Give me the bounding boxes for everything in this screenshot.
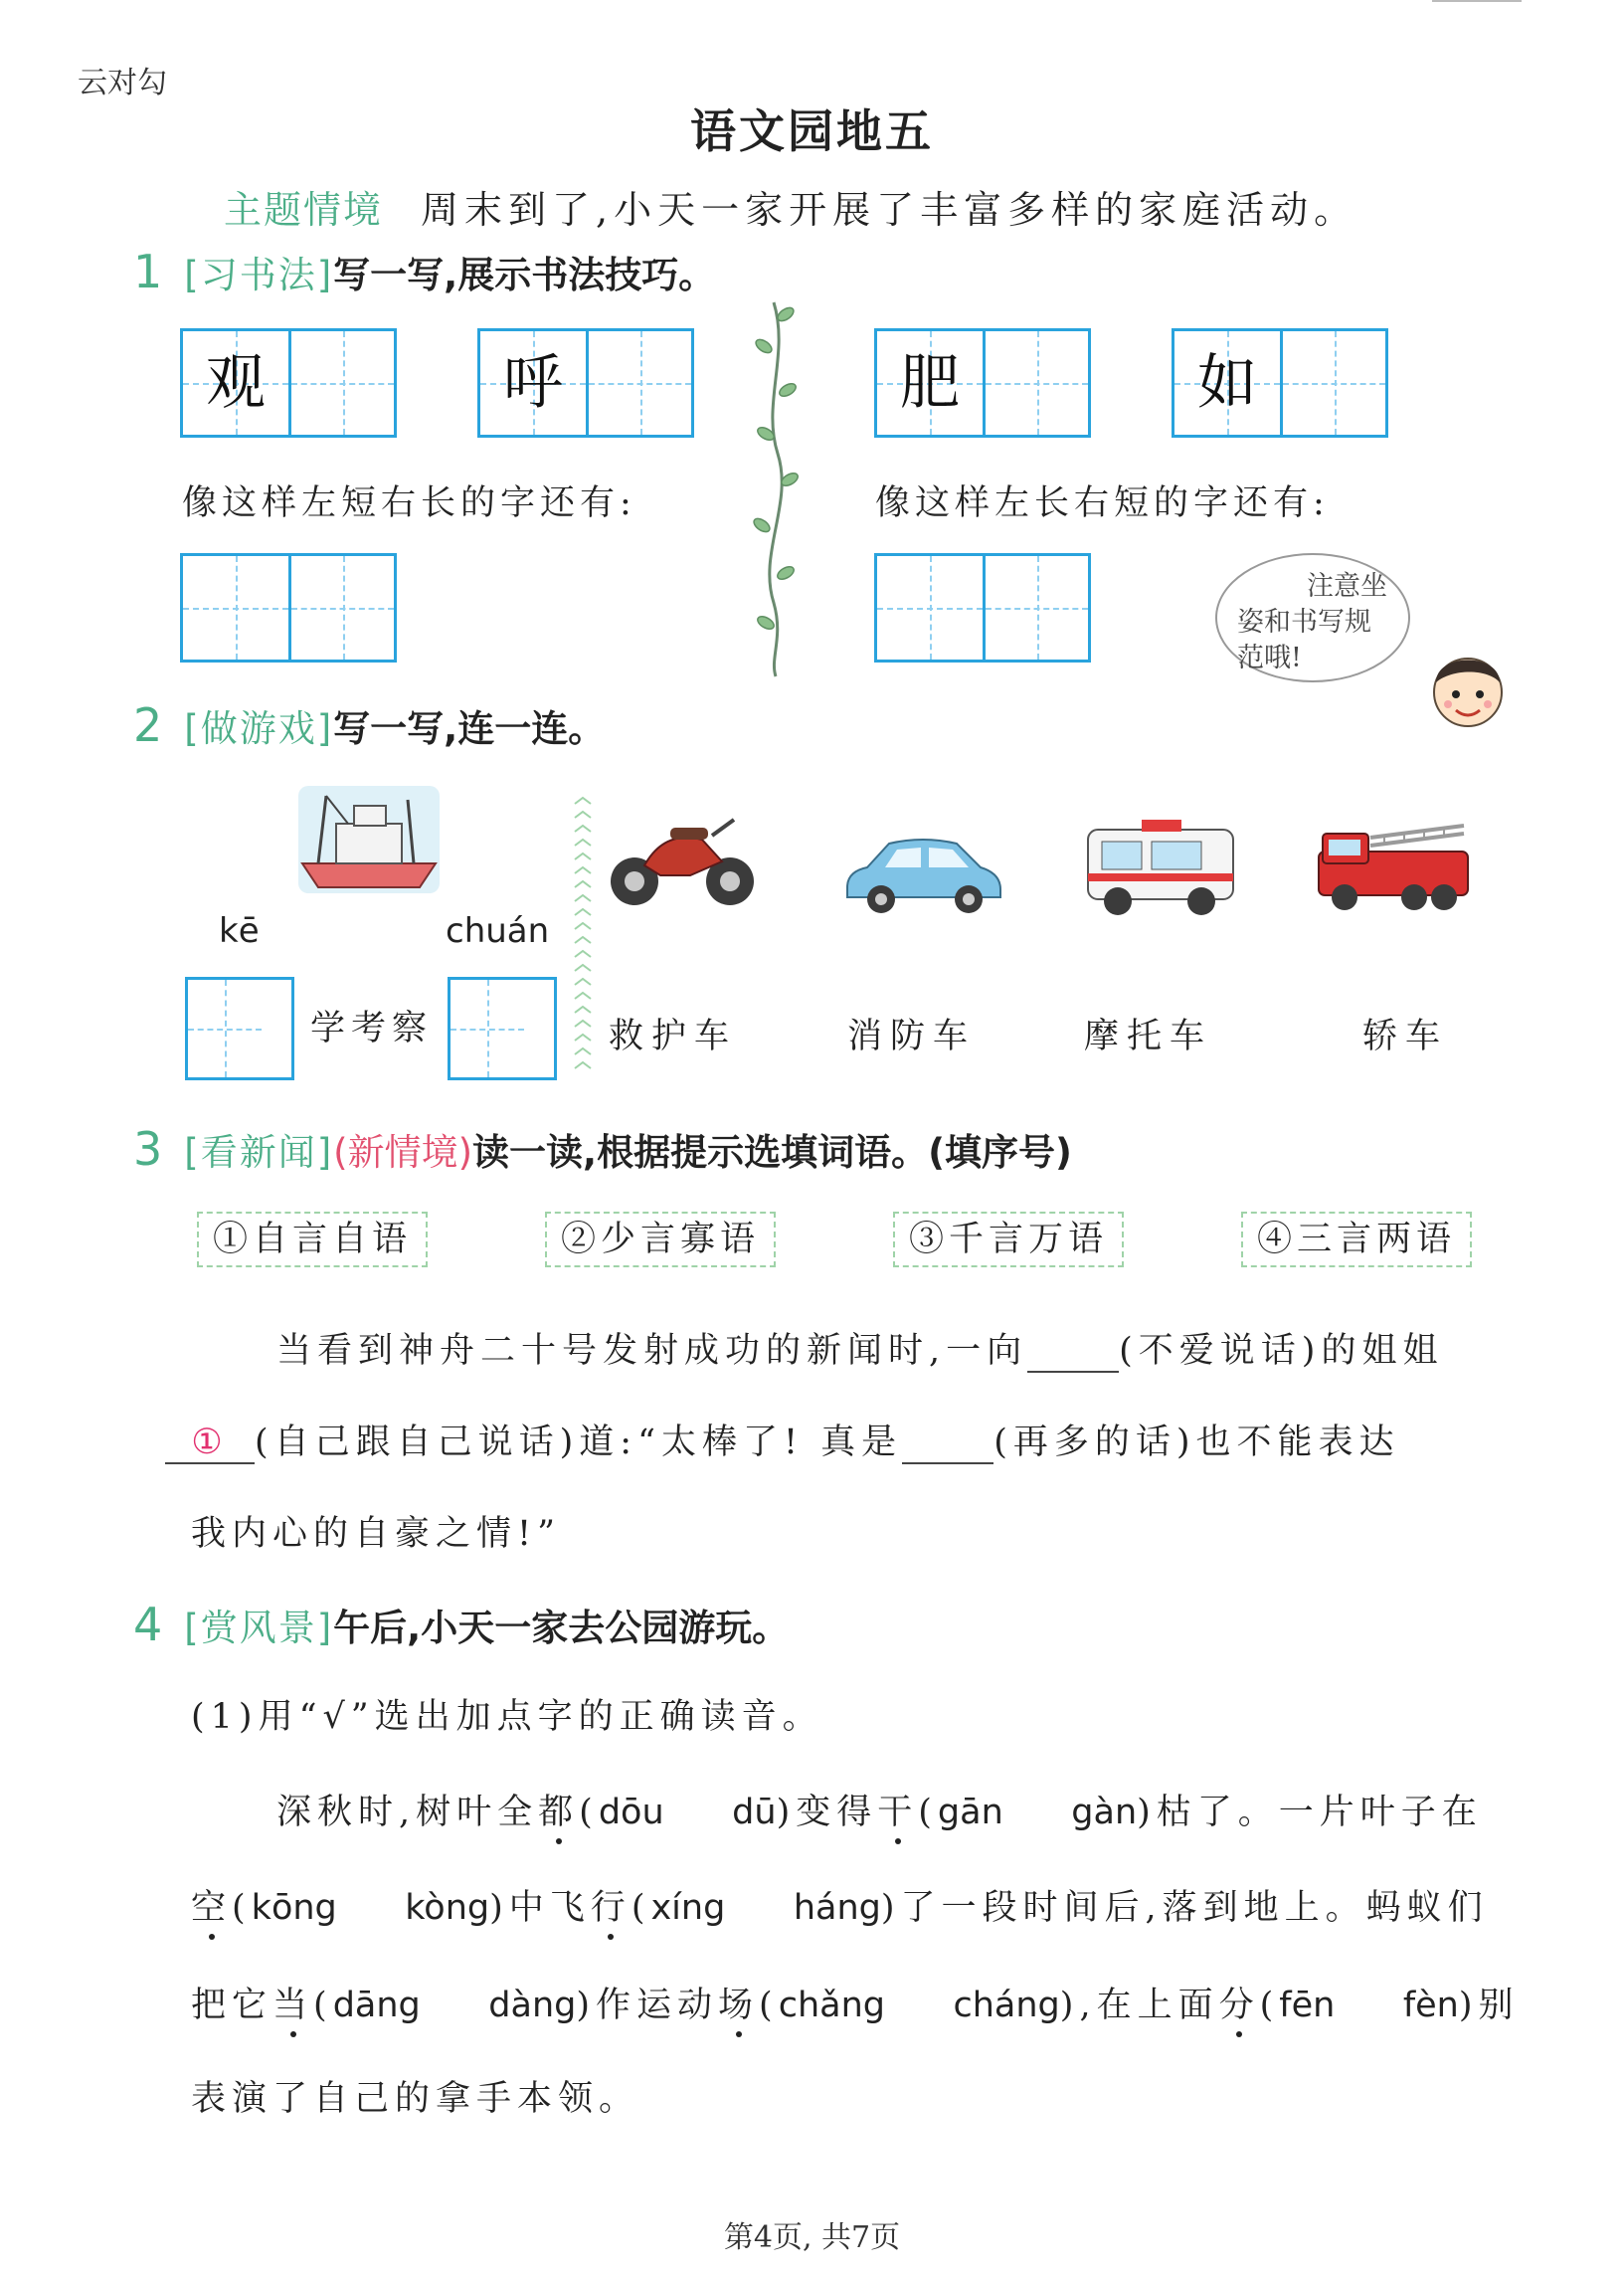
pinyin-option[interactable]: dàng (488, 1986, 577, 2025)
q3-tag-new: (新情境) (333, 1131, 473, 1174)
q1-text: 写一写,展示书法技巧。 (333, 254, 716, 296)
q3-tag: [看新闻] (184, 1131, 334, 1174)
q3-number: 3 (133, 1122, 163, 1176)
vehicle-label-car: 轿车 (1362, 1017, 1449, 1056)
pinyin-option[interactable]: xíng (650, 1888, 726, 1928)
option-3: ③千言万语 (893, 1212, 1124, 1267)
ship-icon (296, 784, 442, 895)
char-ru: 如 (1197, 348, 1257, 418)
blank-3[interactable] (902, 1423, 993, 1464)
fire-truck-icon (1315, 816, 1474, 915)
char-guan: 观 (206, 348, 266, 418)
grid-char-3[interactable] (874, 328, 1091, 438)
option-4: ④三言两语 (1241, 1212, 1472, 1267)
pinyin-option[interactable]: cháng (953, 1986, 1060, 2025)
pinyin-option[interactable]: fèn (1402, 1986, 1459, 2025)
q2-heading (133, 698, 605, 752)
pinyin-option[interactable]: gān (937, 1793, 1003, 1832)
speech-bubble: 注意坐 姿和书写规 范哦! (1215, 553, 1410, 682)
blank-grid-ke[interactable] (185, 977, 294, 1080)
vehicle-label-firetruck: 消防车 (847, 1017, 977, 1056)
q3-line-3: 我内心的自豪之情!” (191, 1514, 561, 1554)
page-footer: 第4页, 共7页 (723, 2220, 901, 2255)
theme-row (224, 179, 1357, 234)
q4-tag: [赏风景] (184, 1607, 334, 1649)
grid-char-4[interactable] (1172, 328, 1388, 438)
q4-text: 午后,小天一家去公园游玩。 (333, 1607, 790, 1649)
option-2: ②少言寡语 (545, 1212, 776, 1267)
pinyin-option[interactable]: kōng (251, 1888, 337, 1928)
pinyin-option[interactable]: chǎng (778, 1986, 885, 2025)
pinyin-option[interactable]: dāng (332, 1986, 421, 2025)
q1-left-label: 像这样左短右长的字还有: (182, 483, 636, 523)
option-1: ①自言自语 (197, 1212, 428, 1267)
answer-grid-right[interactable] (874, 553, 1091, 663)
q1-number: 1 (133, 245, 163, 298)
blank-2[interactable] (165, 1423, 255, 1464)
q2-tag: [做游戏] (184, 707, 334, 750)
pinyin-ke: kē (219, 911, 260, 951)
vehicle-label-ambulance: 救护车 (609, 1017, 738, 1056)
pinyin-option[interactable]: kòng (405, 1888, 490, 1928)
top-rule (1432, 0, 1522, 2)
pinyin-option[interactable]: dū (732, 1793, 777, 1832)
car-icon (841, 834, 1004, 917)
q3-line-2: ① (自己跟自己说话)道:“太棒了! 真是 (再多的话)也不能表达 (165, 1415, 1400, 1464)
q4-line-1: 深秋时,树叶全都(dōu dū)变得干(gān gàn)枯了。一片叶子在 (276, 1785, 1483, 1834)
pinyin-chuan: chuán (446, 911, 550, 951)
q2-text: 写一写,连一连。 (333, 707, 606, 750)
mid-text: 学考察 (310, 1009, 434, 1048)
brand-label: 云对勾 (78, 66, 167, 100)
char-hu: 呼 (503, 348, 563, 418)
theme-label: 主题情境 (224, 188, 384, 232)
q4-heading (133, 1598, 789, 1651)
answer-grid-left[interactable] (180, 553, 397, 663)
pinyin-option[interactable]: fēn (1279, 1986, 1336, 2025)
blank-1[interactable] (1027, 1331, 1119, 1373)
q3-line-1: 当看到神舟二十号发射成功的新闻时,一向 (不爱说话)的姐姐 (276, 1331, 1444, 1371)
q4-line-2: 空(kōng kòng)中飞行(xíng háng)了一段时间后,落到地上。蚂蚁们 (191, 1880, 1489, 1930)
answer-mark: ① (191, 1423, 229, 1462)
q4-subquestion: (1)用“√”选出加点字的正确读音。 (191, 1697, 823, 1737)
q3-text: 读一读,根据提示选填词语。(填序号) (472, 1131, 1072, 1174)
q1-heading (133, 245, 715, 298)
arrow-divider (571, 796, 595, 1080)
q4-line-4: 表演了自己的拿手本领。 (191, 2079, 640, 2119)
pinyin-option[interactable]: háng (793, 1888, 881, 1928)
grid-char-1[interactable] (180, 328, 397, 438)
q4-number: 4 (133, 1598, 163, 1651)
q1-tag: [习书法] (184, 254, 334, 296)
blank-grid-chuan[interactable] (448, 977, 557, 1080)
q2-number: 2 (133, 698, 163, 752)
q3-heading (133, 1122, 1072, 1176)
q4-line-3: 把它当(dāng dàng)作运动场(chǎng cháng),在上面分(fēn fèn)别 (191, 1978, 1520, 2027)
theme-text: 周末到了,小天一家开展了丰富多样的家庭活动。 (421, 188, 1358, 232)
pinyin-option[interactable]: gàn (1071, 1793, 1138, 1832)
ambulance-icon (1082, 816, 1239, 919)
pinyin-option[interactable]: dōu (598, 1793, 664, 1832)
char-fei: 肥 (900, 348, 960, 418)
page-title: 语文园地五 (690, 104, 934, 158)
vine-divider (744, 294, 813, 682)
q1-right-label: 像这样左长右短的字还有: (875, 483, 1330, 523)
vehicle-label-motorcycle: 摩托车 (1084, 1017, 1213, 1056)
motorcycle-icon (605, 806, 760, 911)
grid-char-2[interactable] (477, 328, 694, 438)
boy-avatar-icon (1418, 639, 1518, 738)
